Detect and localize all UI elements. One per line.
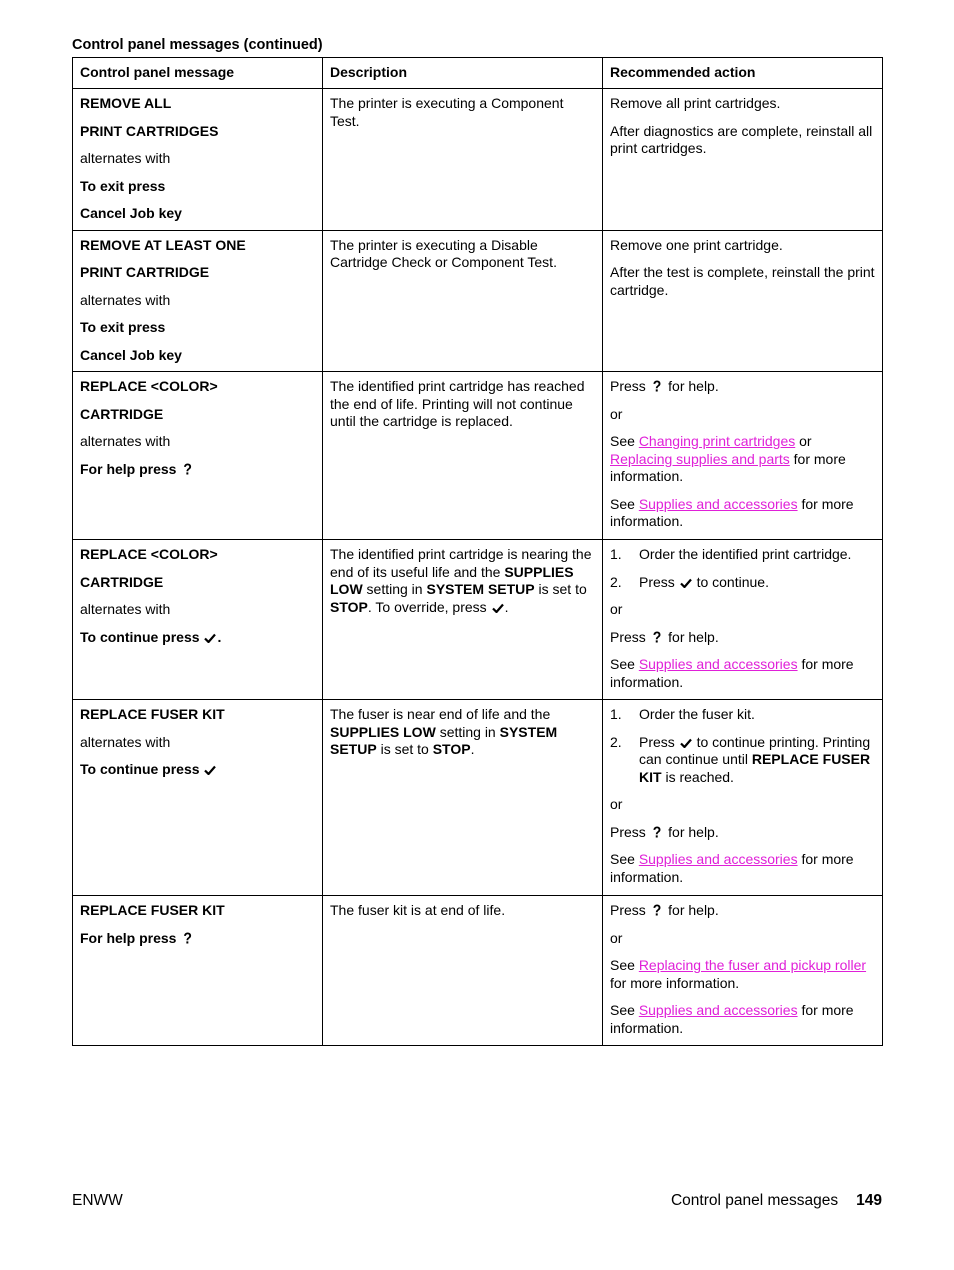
page-number: 149 <box>856 1192 882 1209</box>
checkmark-icon <box>492 603 504 613</box>
or-text: or <box>610 601 623 617</box>
help-icon: ? <box>652 822 662 841</box>
message-line: For help press ? <box>80 930 315 948</box>
message-cell <box>73 89 323 231</box>
message-line: REPLACE FUSER KIT <box>80 706 225 722</box>
checkmark-icon <box>204 765 216 775</box>
link-replacing-supplies-and-parts[interactable]: Replacing supplies and parts <box>610 450 790 467</box>
link-supplies-and-accessories[interactable]: Supplies and accessories <box>638 1002 798 1018</box>
action-text: Remove one print cartridge. <box>610 236 783 253</box>
description-cell: The identified print cartridge is nearing the end of its useful life and the SUPPLIES LOW setting in SYSTEM SETUP is set to STOP. To override, press . <box>323 540 603 700</box>
message-line: CARTRIDGE <box>80 573 164 590</box>
link-supplies-and-accessories[interactable]: Supplies and accessories <box>638 656 798 672</box>
page-heading: Control panel messages (continued) <box>72 37 323 53</box>
action-text: See Supplies and accessories for more information. <box>610 656 854 690</box>
message-line: REMOVE ALL <box>80 95 172 111</box>
link-replacing-fuser-and-pickup-roller[interactable]: Replacing the fuser and pickup roller <box>638 957 867 973</box>
step-item: 1. Order the fuser kit. <box>610 706 755 722</box>
message-cell <box>73 372 323 540</box>
action-cell <box>603 372 883 540</box>
footer-left: ENWW <box>72 1192 123 1209</box>
action-text: See Changing print cartridges or Replacing supplies and parts for more information. <box>610 433 846 484</box>
message-line: To exit press <box>80 319 166 335</box>
message-line: CARTRIDGE <box>80 405 164 422</box>
or-text: or <box>610 929 623 946</box>
message-line: Cancel Job key <box>80 346 182 363</box>
column-header-description: Description <box>323 58 603 89</box>
action-text: After diagnostics are complete, reinstall all print cartridges. <box>610 122 873 156</box>
checkmark-icon <box>204 633 216 643</box>
table-row <box>73 89 883 231</box>
action-text: See Replacing the fuser and pickup roller for more information. <box>610 957 867 991</box>
message-line: REPLACE FUSER KIT <box>80 902 225 918</box>
help-icon: ? <box>652 627 662 646</box>
action-text: After the test is complete, reinstall the print cartridge. <box>610 264 875 298</box>
alternates-text: alternates with <box>80 601 171 617</box>
or-text: or <box>610 405 623 422</box>
description-cell: The fuser is near end of life and the SUPPLIES LOW setting in SYSTEM SETUP is set to STOP. <box>323 700 603 896</box>
table-header-row <box>73 58 883 89</box>
description-cell: The identified print cartridge has reached the end of life. Printing will not continue until the cartridge is replaced. <box>323 372 603 540</box>
action-text: Press ? for help. <box>610 377 719 395</box>
message-line: Cancel Job key <box>80 205 182 221</box>
action-text: Press ? for help. <box>610 901 719 919</box>
step-item: 2. Press to continue. <box>610 573 769 590</box>
action-text: Press ? for help. <box>610 822 719 841</box>
link-supplies-and-accessories[interactable]: Supplies and accessories <box>638 495 798 512</box>
alternates-text: alternates with <box>80 291 171 308</box>
help-icon: ? <box>652 377 662 395</box>
table-row <box>73 372 883 540</box>
step-item: 2. Press to continue printing. Printing can continue until REPLACE FUSER KIT is reached. <box>610 733 871 785</box>
link-changing-print-cartridges[interactable]: Changing print cartridges <box>638 433 796 449</box>
message-cell <box>73 540 323 700</box>
table-row <box>73 540 883 700</box>
description-cell: The printer is executing a Component Test. <box>323 89 603 231</box>
table-row <box>73 700 883 896</box>
or-text: or <box>610 796 623 812</box>
column-header-message: Control panel message <box>73 58 323 89</box>
message-line: PRINT CARTRIDGES <box>80 122 219 139</box>
action-text: See Supplies and accessories for more information. <box>610 1002 854 1036</box>
checkmark-icon <box>680 738 692 748</box>
message-line: To exit press <box>80 177 166 194</box>
action-text: Press ? for help. <box>610 627 719 646</box>
description-cell: The printer is executing a Disable Cartridge Check or Component Test. <box>323 230 603 372</box>
help-icon: ? <box>183 928 192 947</box>
action-text: See Supplies and accessories for more information. <box>610 851 854 885</box>
action-cell <box>603 896 883 1046</box>
footer-section-title: Control panel messages <box>670 1192 839 1209</box>
alternates-text: alternates with <box>80 433 171 449</box>
step-item: 1. Order the identified print cartridge. <box>610 546 852 562</box>
link-supplies-and-accessories[interactable]: Supplies and accessories <box>638 851 798 867</box>
message-line: To continue press <box>80 761 315 779</box>
action-text: See Supplies and accessories for more information. <box>610 495 854 529</box>
message-line: To continue press . <box>80 628 222 645</box>
action-cell <box>603 540 883 700</box>
action-cell <box>603 89 883 231</box>
action-text: Remove all print cartridges. <box>610 95 781 111</box>
column-header-action: Recommended action <box>603 58 883 89</box>
alternates-text: alternates with <box>80 150 171 166</box>
message-cell <box>73 700 323 896</box>
message-line: REMOVE AT LEAST ONE <box>80 236 246 253</box>
description-cell: The fuser kit is at end of life. <box>323 896 603 1046</box>
alternates-text: alternates with <box>80 733 171 750</box>
help-icon: ? <box>183 459 192 478</box>
message-line: REPLACE <COLOR> <box>80 378 218 394</box>
message-line: For help press ? <box>80 461 315 479</box>
checkmark-icon <box>680 578 692 588</box>
message-line: PRINT CARTRIDGE <box>80 264 210 280</box>
help-icon: ? <box>652 901 662 919</box>
footer-right <box>671 1192 882 1210</box>
control-panel-messages-table <box>72 57 883 1046</box>
message-line: REPLACE <COLOR> <box>80 546 218 562</box>
action-cell <box>603 700 883 896</box>
table-row <box>73 896 883 1046</box>
message-cell <box>73 230 323 372</box>
table-row <box>73 230 883 372</box>
action-cell <box>603 230 883 372</box>
message-cell <box>73 896 323 1046</box>
